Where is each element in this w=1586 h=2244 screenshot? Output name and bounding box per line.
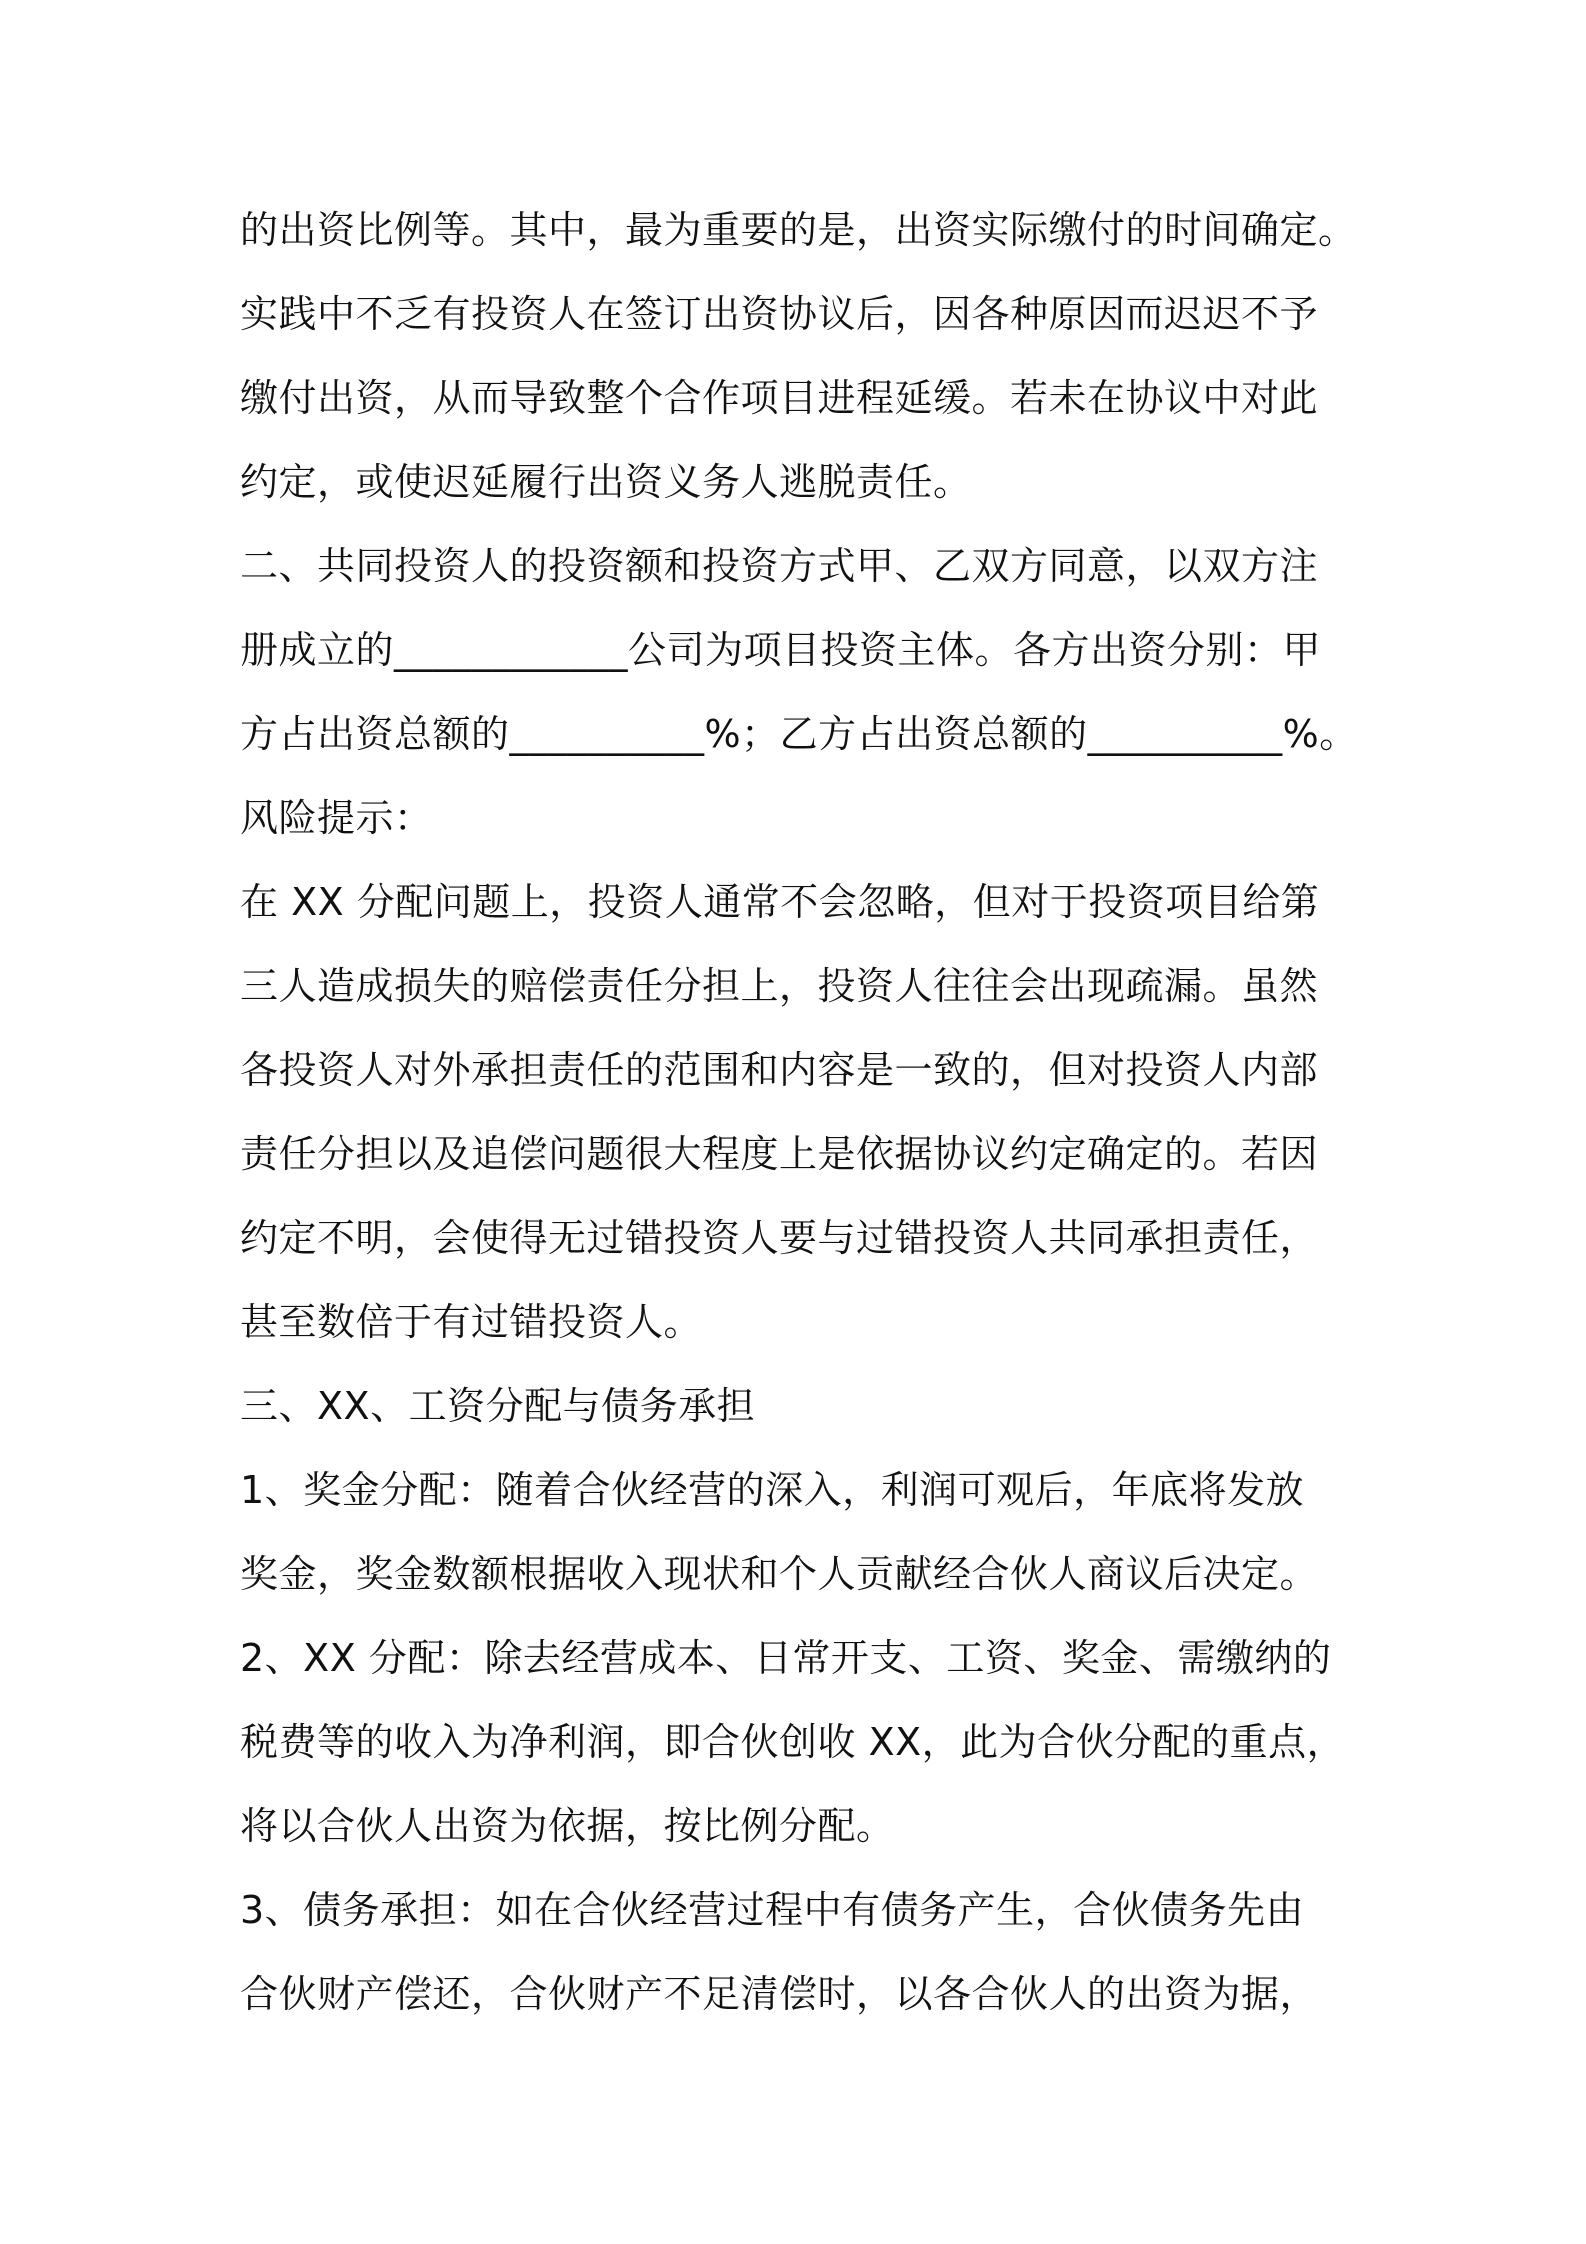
text-line: 约定不明，会使得无过错投资人要与过错投资人共同承担责任， bbox=[240, 1216, 1319, 1260]
text-line: 3、债务承担：如在合伙经营过程中有债务产生，合伙债务先由 bbox=[240, 1888, 1305, 1932]
text-line: 1、奖金分配：随着合伙经营的深入，利润可观后，年底将发放 bbox=[240, 1468, 1305, 1512]
text-line: 2、XX 分配：除去经营成本、日常开支、工资、奖金、需缴纳的 bbox=[240, 1636, 1332, 1680]
text-line: 实践中不乏有投资人在签订出资协议后，因各种原因而迟迟不予 bbox=[240, 292, 1319, 336]
text-line: 的出资比例等。其中，最为重要的是，出资实际缴付的时间确定。 bbox=[240, 208, 1357, 252]
text-line: 约定，或使迟延履行出资义务人逃脱责任。 bbox=[240, 460, 972, 504]
text-line: 册成立的____________公司为项目投资主体。各方出资分别：甲 bbox=[240, 628, 1322, 672]
document-body bbox=[240, 188, 1390, 2036]
text-line: 方占出资总额的__________%；乙方占出资总额的__________%。 bbox=[240, 712, 1358, 756]
text-line: 三人造成损失的赔偿责任分担上，投资人往往会出现疏漏。虽然 bbox=[240, 964, 1319, 1008]
text-line: 各投资人对外承担责任的范围和内容是一致的，但对投资人内部 bbox=[240, 1048, 1319, 1092]
text-line: 奖金，奖金数额根据收入现状和个人贡献经合伙人商议后决定。 bbox=[240, 1552, 1319, 1596]
text-line: 税费等的收入为净利润，即合伙创收 XX，此为合伙分配的重点， bbox=[240, 1720, 1346, 1764]
text-line: 合伙财产偿还，合伙财产不足清偿时，以各合伙人的出资为据， bbox=[240, 1972, 1319, 2016]
text-line: 将以合伙人出资为依据，按比例分配。 bbox=[240, 1804, 895, 1848]
text-line: 在 XX 分配问题上，投资人通常不会忽略，但对于投资项目给第 bbox=[240, 880, 1320, 924]
section-heading-line: 二、共同投资人的投资额和投资方式甲、乙双方同意，以双方注 bbox=[240, 544, 1319, 588]
text-line: 甚至数倍于有过错投资人。 bbox=[240, 1300, 703, 1344]
risk-heading: 风险提示： bbox=[240, 796, 433, 840]
text-line: 缴付出资，从而导致整个合作项目进程延缓。若未在协议中对此 bbox=[240, 376, 1319, 420]
section-heading-line: 三、XX、工资分配与债务承担 bbox=[240, 1384, 756, 1428]
text-line: 责任分担以及追偿问题很大程度上是依据协议约定确定的。若因 bbox=[240, 1132, 1319, 1176]
